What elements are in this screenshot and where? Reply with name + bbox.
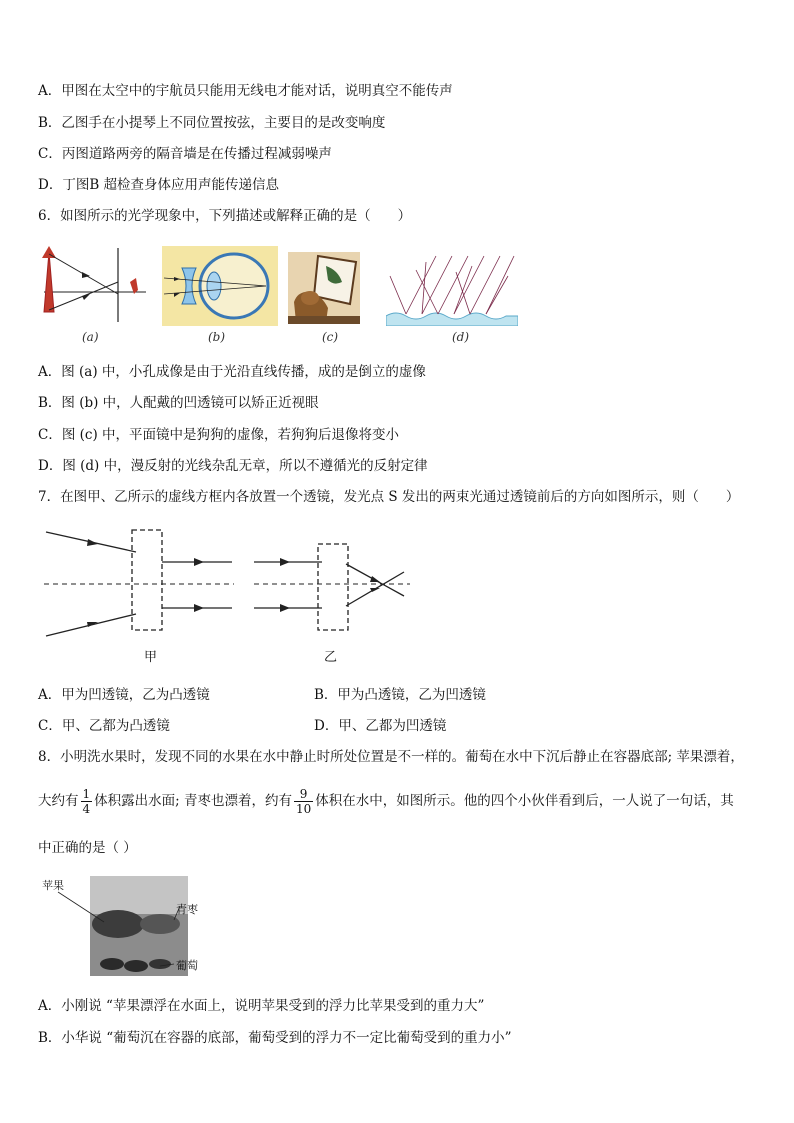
q5-option-b: B．乙图手在小提琴上不同位置按弦，主要目的是改变响度 [38, 115, 386, 131]
q8-fraction-nine-tenths [294, 787, 313, 816]
q6-caption-a: (a) [82, 330, 99, 344]
q6-caption-d: (d) [452, 330, 470, 344]
q8-stem-line2 [38, 787, 734, 816]
q6-option-d: D．图 (d) 中，漫反射的光线杂乱无章，所以不遵循光的反射定律 [38, 458, 428, 474]
q6-stem: 6．如图所示的光学现象中，下列描述或解释正确的是（ ） [38, 208, 412, 224]
q6-figure-b-eye [162, 246, 278, 326]
q8-label-jujube: 青枣 [176, 903, 198, 916]
q5-option-a: A．甲图在太空中的宇航员只能用无线电才能对话，说明真空不能传声 [38, 83, 453, 99]
q8-stem-part-c: 体积在水中，如图所示。他的四个小伙伴看到后，一人说了一句话，其 [315, 793, 734, 809]
q8-label-grape: 葡萄 [176, 959, 198, 972]
q7-option-d: D．甲、乙都为凹透镜 [314, 718, 447, 734]
q8-option-a: A．小刚说 “苹果漂浮在水面上，说明苹果受到的浮力比苹果受到的重力大” [38, 998, 485, 1014]
q6-caption-c: (c) [322, 330, 339, 344]
q6-option-c: C．图 (c) 中，平面镜中是狗狗的虚像，若狗狗后退像将变小 [38, 427, 400, 443]
q7-lens-diagram [40, 526, 420, 666]
q7-stem: 7．在图甲、乙所示的虚线方框内各放置一个透镜，发光点 S 发出的两束光通过透镜前后的方向如图所示，则（ ） [38, 489, 740, 505]
q7-option-c: C．甲、乙都为凸透镜 [38, 718, 170, 734]
q7-option-b: B．甲为凸透镜，乙为凹透镜 [314, 687, 486, 703]
q8-fraction-quarter [81, 787, 93, 816]
q8-frac1-denominator: 4 [82, 802, 91, 816]
q8-stem-part-b: 体积露出水面; 青枣也漂着，约有 [94, 793, 292, 809]
q6-figure-d-diffuse-reflection [386, 252, 518, 326]
q7-option-a: A．甲为凹透镜，乙为凸透镜 [38, 687, 210, 703]
q7-label-jia: 甲 [144, 650, 158, 665]
q6-option-a: A．图 (a) 中，小孔成像是由于光沿直线传播，成的是倒立的虚像 [38, 364, 426, 380]
q8-stem-part-a: 大约有 [38, 793, 79, 809]
q8-stem-line1: 8．小明洗水果时，发现不同的水果在水中静止时所处位置是不一样的。葡萄在水中下沉后静止在容器底部; 苹果漂着， [38, 749, 744, 765]
q6-option-b: B．图 (b) 中，人配戴的凹透镜可以矫正近视眼 [38, 395, 319, 411]
q6-figure-c-dog-mirror [288, 252, 360, 324]
q5-option-c: C．丙图道路两旁的隔音墙是在传播过程减弱噪声 [38, 146, 332, 162]
q6-caption-b: (b) [208, 330, 226, 344]
q8-frac1-numerator: 1 [82, 787, 91, 801]
q5-option-d: D．丁图B 超检查身体应用声能传递信息 [38, 177, 280, 193]
q7-label-yi: 乙 [324, 650, 338, 665]
q8-stem-line3: 中正确的是（ ） [38, 840, 137, 856]
q8-frac2-denominator: 10 [295, 802, 312, 816]
q8-label-apple: 苹果 [42, 879, 64, 892]
q8-frac2-numerator: 9 [294, 787, 313, 802]
q6-figure-a-pinhole [36, 244, 152, 326]
q8-option-b: B．小华说 “葡萄沉在容器的底部，葡萄受到的浮力不一定比葡萄受到的重力小” [38, 1030, 512, 1046]
